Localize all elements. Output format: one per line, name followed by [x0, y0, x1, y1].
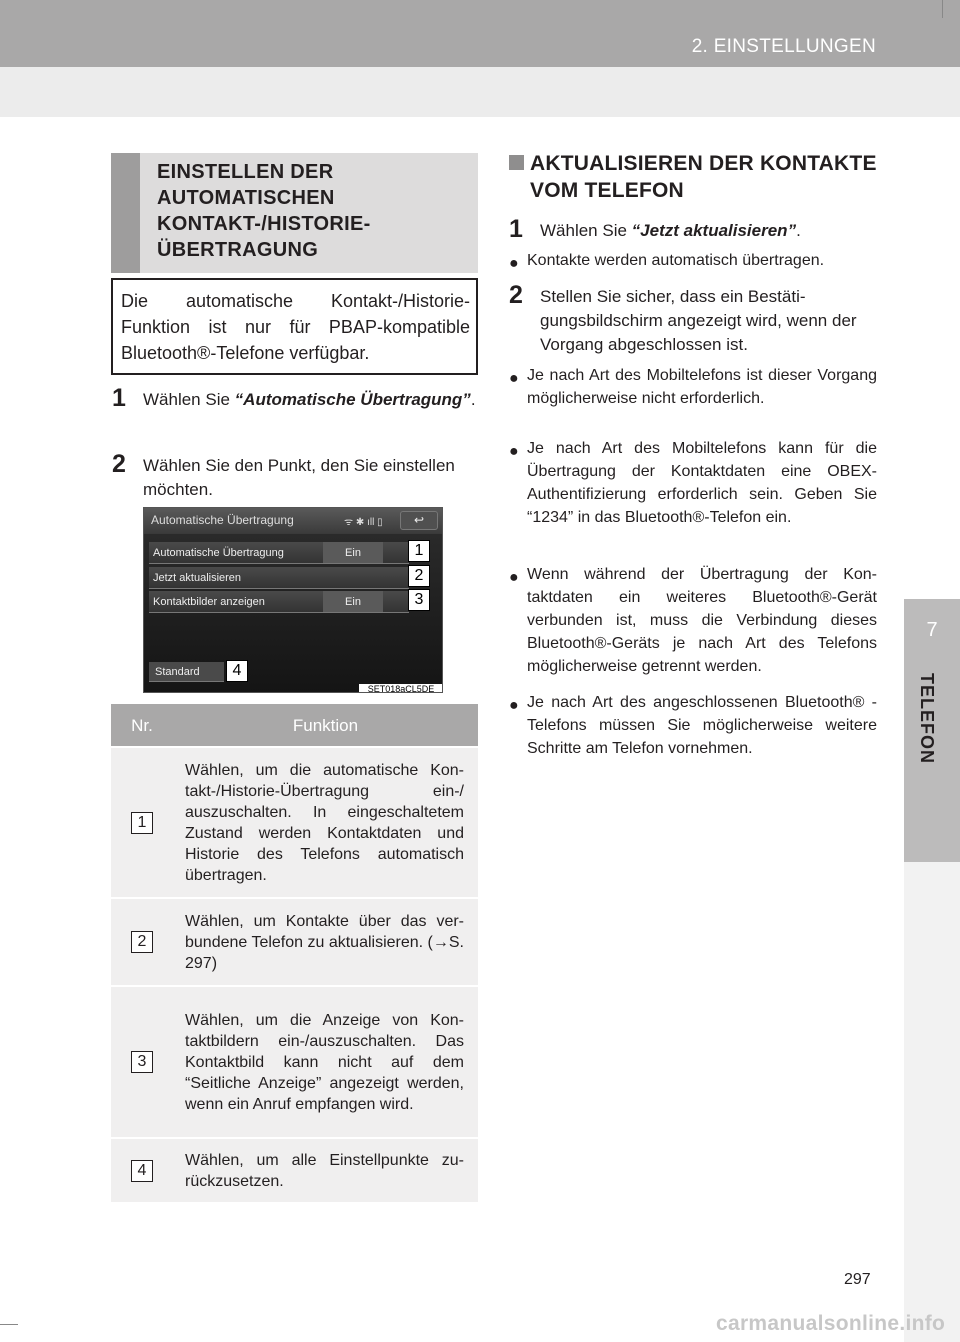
step-1 — [509, 215, 877, 243]
step-text: Wählen Sie “Jetzt aktualisieren”. — [540, 221, 801, 240]
bullet-dot-icon: ● — [509, 370, 519, 387]
function-table — [111, 704, 478, 1202]
crop-mark — [942, 0, 943, 18]
row-number: 4 — [131, 1160, 153, 1182]
chapter-number: 7 — [926, 619, 938, 641]
row-description: Wählen, um die automatische Kontakt-/Historie-Übertragung ein-/ auszuschalten. In eingeschaltetem Zustand werden Kontaktdaten und Historie des Telefons automatisch übertragen. — [173, 747, 478, 898]
chapter-label: TELEFON — [917, 673, 937, 764]
bullet-item: ● Je nach Art des angeschlossenen Bluetooth® -Telefons müssen Sie möglicherweise weitere Schritte am Telefon vornehmen. — [509, 694, 877, 757]
callout-2: 2 — [408, 565, 430, 587]
table-row — [111, 747, 478, 898]
auto-transfer-toggle[interactable]: Ein — [323, 542, 383, 563]
bullet-item: ● Kontakte werden automatisch übertragen. — [509, 249, 877, 272]
crop-mark — [0, 1324, 18, 1325]
side-margin — [904, 862, 960, 1342]
figure-code: SET018aCL5DE — [359, 684, 443, 693]
standard-button[interactable]: Standard — [149, 662, 224, 682]
screen-title: Automatische Übertragung — [151, 513, 294, 527]
chapter-tab — [904, 599, 960, 862]
heading-square-icon — [509, 155, 524, 170]
step-2 — [509, 281, 877, 357]
table-row — [111, 986, 478, 1138]
update-now-row[interactable]: Jetzt aktualisieren — [149, 567, 409, 589]
row-number: 2 — [131, 931, 153, 953]
callout-4: 4 — [226, 660, 248, 682]
row-description: Wählen, um Kontakte über das verbundene Telefon zu aktualisieren. (→S. 297) — [173, 898, 478, 986]
table-row — [111, 898, 478, 986]
watermark: carmanualsonline.info — [716, 1312, 946, 1335]
auto-transfer-row[interactable]: Automatische Übertragung Ein — [149, 542, 409, 564]
section-header — [111, 153, 478, 273]
bullet-dot-icon: ● — [509, 569, 519, 586]
callout-1: 1 — [408, 540, 430, 562]
section-title: EINSTELLEN DER AUTOMATISCHEN KONTAKT-/HISTORIE-ÜBERTRAGUNG — [157, 161, 371, 261]
step-number: 2 — [509, 281, 523, 309]
column-header-nr: Nr. — [111, 704, 173, 747]
subsection-title: AKTUALISIEREN DER KONTAKTE VOM TELEFON — [530, 152, 877, 202]
step-text: Stellen Sie sicher, dass ein Bestätigungsbildschirm angezeigt wird, wenn der Vorgang abgeschlossen ist. — [540, 287, 857, 354]
subsection-heading — [509, 150, 889, 204]
contact-photos-row[interactable]: Kontaktbilder anzeigen Ein — [149, 591, 409, 613]
bullet-item: ● Wenn während der Übertragung der Kontaktdaten ein weiteres Bluetooth®-Gerät verbunden ist, muss die Verbindung dieses Bluetooth®-Geräts je nach Art des Telefons möglicherweise getrennt werden. — [509, 566, 877, 675]
table-header-row — [111, 704, 478, 747]
info-box: Die automatische Kontakt-/Historie-Funktion ist nur für PBAP-kompatible Bluetooth®-Telefone verfügbar. — [111, 278, 478, 375]
contact-photos-toggle[interactable]: Ein — [323, 591, 383, 612]
page-number: 297 — [844, 1271, 871, 1288]
bullet-dot-icon: ● — [509, 697, 519, 714]
step-number: 1 — [509, 215, 523, 243]
step-2 — [112, 450, 477, 502]
bullet-dot-icon: ● — [509, 255, 519, 272]
bullet-item: ● Je nach Art des Mobiltelefons kann für die Übertragung der Kontaktdaten eine OBEX-Authentifizierung erforderlich sein. Geben Sie “1234” in das Bluetooth®-Telefon ein. — [509, 440, 877, 526]
callout-3: 3 — [408, 589, 430, 611]
header-bar — [0, 0, 960, 67]
column-header-funktion: Funktion — [173, 704, 478, 747]
step-number: 1 — [112, 384, 126, 412]
screenshot-figure — [143, 507, 443, 693]
row-number: 3 — [131, 1051, 153, 1073]
back-button[interactable]: ↩ — [400, 511, 438, 530]
screen-header — [144, 508, 443, 534]
table-row — [111, 1138, 478, 1202]
status-icons: ᯤ ✱ ıll ▯ — [344, 517, 383, 528]
row-number: 1 — [131, 812, 153, 834]
step-number: 2 — [112, 450, 126, 478]
step-text: Wählen Sie “Automatische Übertragung”. — [143, 390, 476, 409]
chapter-title: 2. EINSTELLUNGEN — [691, 36, 876, 57]
bullet-dot-icon: ● — [509, 443, 519, 460]
screen-body — [144, 534, 443, 693]
row-description: Wählen, um alle Einstellpunkte zurückzusetzen. — [173, 1138, 478, 1202]
bullet-item: ● Je nach Art des Mobiltelefons ist dieser Vorgang möglicherweise nicht erforderlich. — [509, 367, 877, 407]
step-text: Wählen Sie den Punkt, den Sie einstellen möchten. — [143, 456, 455, 499]
section-accent — [111, 153, 140, 273]
step-1 — [112, 384, 477, 412]
row-description: Wählen, um die Anzeige von Kontaktbildern ein-/auszuschalten. Das Kontaktbild kann nicht auf dem “Seitliche Anzeige” angezeigt werden, wenn ein Anruf empfangen wird. — [173, 986, 478, 1138]
header-band — [0, 67, 960, 117]
